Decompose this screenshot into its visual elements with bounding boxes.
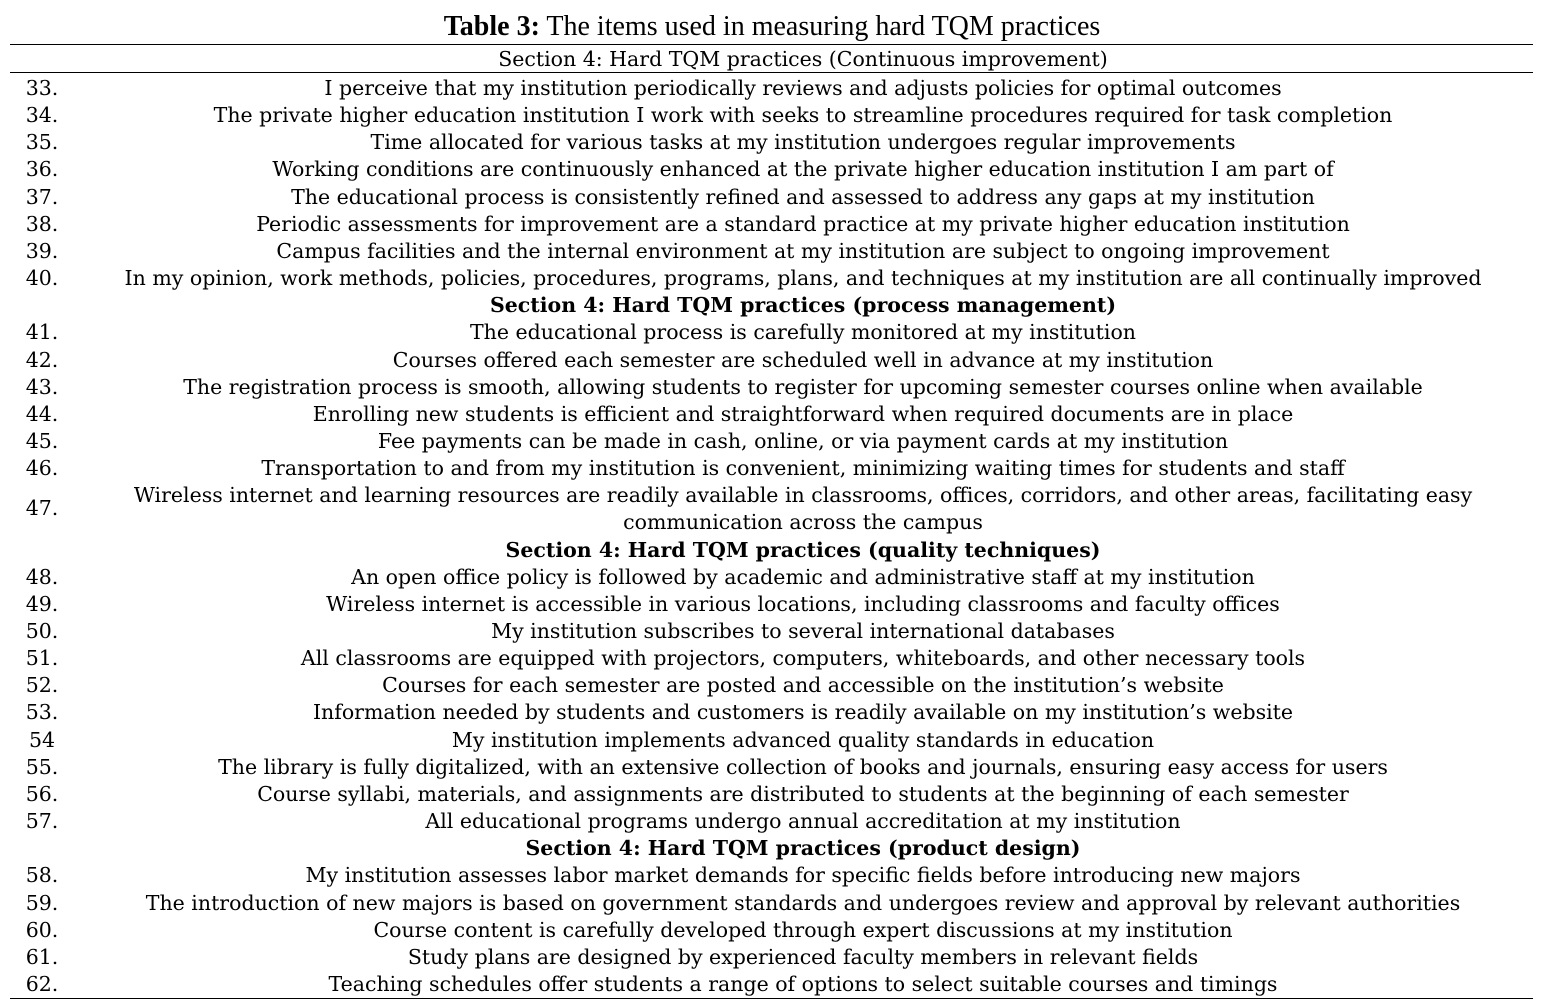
- table-caption-text: The items used in measuring hard TQM practices: [539, 11, 1101, 42]
- table-row: [0, 401, 1544, 428]
- item-number: 38.: [25, 211, 59, 236]
- item-text: Campus facilities and the internal environment at my institution are subject to ongoing improvement: [276, 238, 1330, 263]
- item-number: 60.: [25, 917, 59, 942]
- item-number: 39.: [25, 238, 59, 263]
- item-number: 62.: [25, 971, 59, 996]
- item-text: Course syllabi, materials, and assignments are distributed to students at the beginning of each semester: [257, 781, 1349, 806]
- table-row: [0, 455, 1544, 482]
- item-number: 54: [28, 727, 56, 752]
- item-number: 44.: [25, 401, 59, 426]
- item-number: 55.: [25, 754, 59, 779]
- item-text: The educational process is carefully monitored at my institution: [469, 320, 1137, 345]
- item-number: 59.: [25, 890, 59, 915]
- item-text: Courses for each semester are posted and accessible on the institution’s website: [382, 673, 1224, 698]
- table-row: [0, 102, 1544, 129]
- item-number: 50.: [25, 619, 59, 643]
- table-row: [0, 156, 1544, 183]
- item-number: 57.: [25, 809, 59, 834]
- table-row: [0, 482, 1544, 536]
- section-header-continuous-improvement: Section 4: Hard TQM practices (Continuous improvement): [498, 47, 1108, 71]
- item-text: Periodic assessments for improvement are a standard practice at my private higher education institution: [256, 211, 1350, 236]
- item-text: All educational programs undergo annual accreditation at my institution: [425, 809, 1181, 834]
- item-text: Transportation to and from my institution is convenient, minimizing waiting times for students and staff: [261, 456, 1345, 481]
- table-row: [0, 265, 1544, 292]
- item-text: Information needed by students and customers is readily available on my institution’s website: [312, 700, 1294, 725]
- table-row: [0, 890, 1544, 917]
- item-text: Fee payments can be made in cash, online, or via payment cards at my institution: [377, 428, 1229, 453]
- item-number: 56.: [25, 781, 59, 806]
- section-header: Section 4: Hard TQM practices (quality techniques): [505, 537, 1101, 562]
- table-row: [0, 564, 1544, 591]
- item-text: The registration process is smooth, allowing students to register for upcoming semester courses online when available: [183, 374, 1423, 399]
- table-row: [0, 672, 1544, 699]
- item-number: 51.: [25, 646, 59, 671]
- table-header-rule: [10, 72, 1533, 73]
- section-header: Section 4: Hard TQM practices (product design): [525, 836, 1081, 861]
- item-text: Time allocated for various tasks at my institution undergoes regular improvements: [370, 130, 1236, 155]
- table-row: [0, 754, 1544, 781]
- table-row: [0, 727, 1544, 754]
- table-caption: [0, 10, 1544, 44]
- table-row: [0, 184, 1544, 211]
- item-number: 47.: [25, 496, 59, 521]
- table-row: [0, 971, 1544, 998]
- item-number: 46.: [25, 456, 59, 481]
- table-row: [0, 944, 1544, 971]
- table-caption-label: Table 3:: [443, 11, 540, 42]
- item-number: 48.: [25, 564, 59, 589]
- table-row: [0, 319, 1544, 346]
- item-number: 34.: [25, 103, 59, 128]
- item-text: In my opinion, work methods, policies, procedures, programs, plans, and techniques at my institution are all continually improved: [124, 266, 1482, 291]
- item-text: The educational process is consistently refined and assessed to address any gaps at my institution: [291, 184, 1315, 209]
- table-row: [0, 238, 1544, 265]
- item-number: 61.: [25, 944, 59, 969]
- item-number: 43.: [25, 374, 59, 399]
- item-text: Wireless internet is accessible in various locations, including classrooms and faculty offices: [326, 591, 1280, 616]
- table-row: [0, 591, 1544, 618]
- table-row: [0, 645, 1544, 672]
- item-text: Working conditions are continuously enhanced at the private higher education institution I am part of: [272, 157, 1334, 182]
- item-text: Wireless internet and learning resources are readily available in classrooms, offices, corridors, and other areas, facilitating easy communication across the campus: [133, 483, 1473, 535]
- section-header: Section 4: Hard TQM practices (process management): [489, 293, 1117, 318]
- item-text: Courses offered each semester are scheduled well in advance at my institution: [392, 347, 1214, 372]
- item-number: 49.: [25, 591, 59, 616]
- item-text: The library is fully digitalized, with an extensive collection of books and journals, ensuring easy access for users: [218, 754, 1388, 779]
- item-text: All classrooms are equipped with projectors, computers, whiteboards, and other necessary tools: [300, 646, 1306, 671]
- item-text: My institution implements advanced quality standards in education: [451, 727, 1155, 752]
- table-row: [0, 618, 1544, 645]
- item-text: I perceive that my institution periodically reviews and adjusts policies for optimal outcomes: [324, 76, 1282, 100]
- item-text: Teaching schedules offer students a range of options to select suitable courses and timings: [328, 971, 1278, 996]
- table-row: [0, 699, 1544, 726]
- table-row: [0, 374, 1544, 401]
- table-row: [0, 347, 1544, 374]
- table-row: [0, 75, 1544, 102]
- table-row: [0, 781, 1544, 808]
- item-text: My institution subscribes to several international databases: [491, 619, 1115, 643]
- item-number: 42.: [25, 347, 59, 372]
- table-row: [0, 211, 1544, 238]
- item-text: Enrolling new students is efficient and straightforward when required documents are in place: [312, 401, 1294, 426]
- item-text: The introduction of new majors is based on government standards and undergoes review and approval by relevant authorities: [145, 890, 1461, 915]
- table-row: [0, 917, 1544, 944]
- table-row: [0, 862, 1544, 889]
- table-row: [0, 808, 1544, 835]
- item-text: Course content is carefully developed through expert discussions at my institution: [373, 917, 1233, 942]
- item-text: An open office policy is followed by academic and administrative staff at my institution: [351, 564, 1255, 589]
- item-number: 33.: [25, 76, 59, 100]
- item-number: 45.: [25, 428, 59, 453]
- item-text: My institution assesses labor market demands for specific fields before introducing new majors: [305, 863, 1301, 888]
- table-row: [0, 129, 1544, 156]
- table-row: [0, 428, 1544, 455]
- item-number: 35.: [25, 130, 59, 155]
- item-number: 52.: [25, 673, 59, 698]
- item-text: Study plans are designed by experienced faculty members in relevant fields: [407, 944, 1199, 969]
- item-number: 41.: [25, 320, 59, 345]
- table-top-rule: [10, 44, 1533, 45]
- item-number: 37.: [25, 184, 59, 209]
- item-number: 58.: [25, 863, 59, 888]
- item-number: 53.: [25, 700, 59, 725]
- table-bottom-rule: [10, 998, 1533, 999]
- item-number: 36.: [25, 157, 59, 182]
- item-text: The private higher education institution I work with seeks to streamline procedures required for task completion: [213, 103, 1393, 128]
- item-number: 40.: [25, 266, 59, 291]
